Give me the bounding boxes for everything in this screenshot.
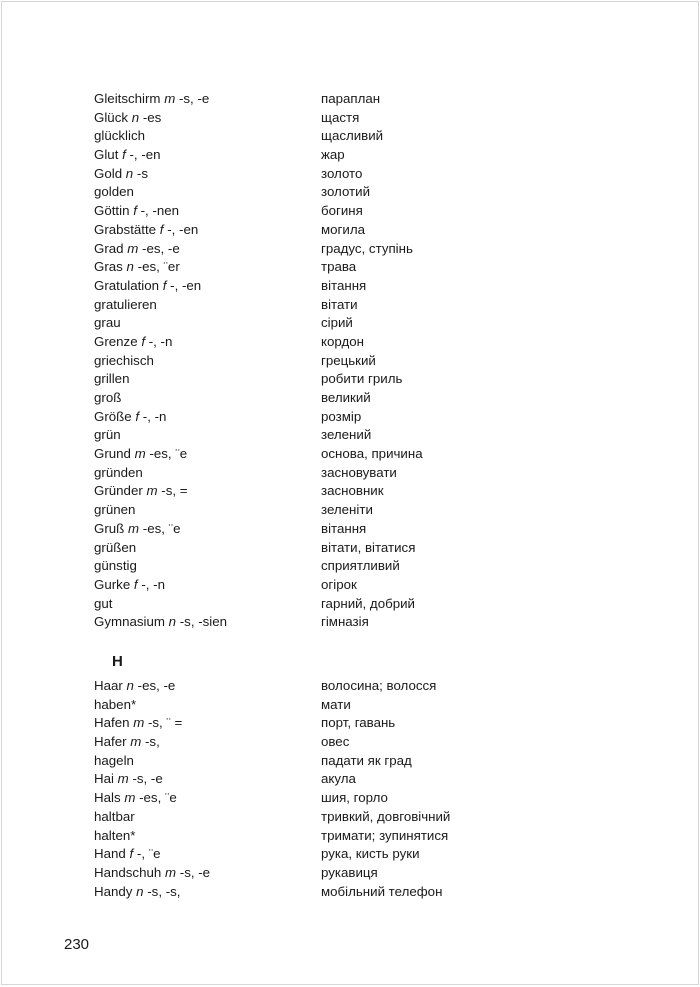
ukrainian-translation: сірий <box>321 315 353 331</box>
german-headword <box>94 883 181 902</box>
dictionary-entry <box>2 408 698 427</box>
german-headword <box>94 696 136 715</box>
german-headword <box>94 445 187 464</box>
word: golden <box>94 184 134 200</box>
german-headword <box>94 464 143 483</box>
ukrainian-translation: золото <box>321 165 363 181</box>
german-headword <box>94 557 137 576</box>
word: Hand <box>94 846 126 862</box>
word: Handschuh <box>94 864 162 880</box>
dictionary-entry <box>2 277 698 296</box>
gender-marker: f <box>135 408 140 424</box>
gender-marker: n <box>131 109 140 125</box>
grammar-forms: -s, -e <box>178 91 210 106</box>
word: Grund <box>94 446 131 462</box>
grammar-forms: -es, ¨e <box>142 520 181 536</box>
german-headword <box>94 296 157 315</box>
dictionary-entry <box>2 501 698 520</box>
german-headword <box>94 677 175 696</box>
dictionary-entry <box>2 240 698 259</box>
grammar-forms: -s, = <box>161 483 188 499</box>
word: grünen <box>94 502 136 518</box>
dictionary-entry <box>2 864 698 883</box>
word: grüßen <box>94 539 137 555</box>
grammar-forms: -, -en <box>170 277 202 293</box>
german-headword <box>94 827 135 846</box>
ukrainian-translation: рукавиця <box>321 864 378 880</box>
gender-marker: n <box>136 883 144 899</box>
german-headword <box>94 539 136 558</box>
gender-marker: m <box>164 864 177 880</box>
dictionary-page <box>1 1 699 985</box>
grammar-forms: -es, -e <box>137 678 176 693</box>
dictionary-entry <box>2 90 698 109</box>
word: Gymnasium <box>94 614 165 630</box>
german-headword <box>94 501 135 520</box>
dictionary-entry <box>2 333 698 352</box>
grammar-forms: -es, ¨er <box>137 259 180 275</box>
page-number: 230 <box>64 936 90 953</box>
german-headword <box>94 165 148 184</box>
word: Glück <box>94 109 128 125</box>
ukrainian-translation: кордон <box>321 333 364 349</box>
dictionary-entry <box>2 520 698 539</box>
dictionary-entry <box>2 352 698 371</box>
ukrainian-translation: огірок <box>321 576 357 592</box>
dictionary-entry <box>2 714 698 733</box>
gender-marker: f <box>141 333 146 349</box>
word: Gruß <box>94 520 125 536</box>
word: Hals <box>94 790 121 806</box>
word: Hafen <box>94 715 130 731</box>
grammar-forms: -s, ¨ = <box>147 715 183 731</box>
word: Gründer <box>94 483 143 499</box>
gender-marker: f <box>162 277 167 293</box>
word: Grad <box>94 240 124 256</box>
ukrainian-translation: жар <box>321 147 345 163</box>
gender-marker: m <box>130 734 142 750</box>
ukrainian-translation: сприятливий <box>321 558 400 574</box>
ukrainian-translation: шия, горло <box>321 790 388 806</box>
ukrainian-translation: засновник <box>321 483 384 499</box>
gender-marker: m <box>146 483 158 499</box>
ukrainian-translation: мати <box>321 696 351 712</box>
german-headword <box>94 752 134 771</box>
german-headword <box>94 90 209 109</box>
ukrainian-translation: акула <box>321 771 356 787</box>
german-headword <box>94 613 227 632</box>
german-headword <box>94 845 161 864</box>
dictionary-entry <box>2 539 698 558</box>
gender-marker: m <box>164 91 176 106</box>
word: Gratulation <box>94 277 160 293</box>
ukrainian-translation: великий <box>321 390 371 405</box>
german-headword <box>94 314 121 333</box>
word: Grenze <box>94 333 138 349</box>
dictionary-entry <box>2 845 698 864</box>
dictionary-entry <box>2 109 698 128</box>
dictionary-entry <box>2 789 698 808</box>
german-headword <box>94 864 210 883</box>
ukrainian-translation: золотий <box>321 184 371 200</box>
section-h-entries <box>2 677 698 901</box>
ukrainian-translation: богиня <box>321 203 363 219</box>
german-headword <box>94 240 180 259</box>
gender-marker: m <box>117 771 129 787</box>
dictionary-entry <box>2 752 698 771</box>
german-headword <box>94 333 172 352</box>
gender-marker: f <box>129 846 134 862</box>
word: grün <box>94 427 121 443</box>
ukrainian-translation: гарний, добрий <box>321 595 415 611</box>
dictionary-entry <box>2 595 698 614</box>
grammar-forms: -, -n <box>142 408 167 424</box>
dictionary-entry <box>2 127 698 146</box>
dictionary-entry <box>2 426 698 445</box>
ukrainian-translation: параплан <box>321 91 381 106</box>
ukrainian-translation: вітання <box>321 277 367 293</box>
dictionary-entry <box>2 183 698 202</box>
ukrainian-translation: падати як град <box>321 752 412 768</box>
dictionary-entry <box>2 370 698 389</box>
gender-marker: f <box>159 221 164 237</box>
german-headword <box>94 109 161 128</box>
ukrainian-translation: зеленіти <box>321 502 373 518</box>
dictionary-entry <box>2 827 698 846</box>
dictionary-entry <box>2 221 698 240</box>
grammar-forms: -s, <box>145 734 160 750</box>
dictionary-entry <box>2 770 698 789</box>
word: griechisch <box>94 352 154 368</box>
ukrainian-translation: робити гриль <box>321 371 403 387</box>
german-headword <box>94 714 182 733</box>
dictionary-entry <box>2 258 698 277</box>
german-headword <box>94 146 161 165</box>
ukrainian-translation: грецький <box>321 352 376 368</box>
word: halten* <box>94 827 136 843</box>
word: Hai <box>94 771 114 787</box>
word: günstig <box>94 558 137 574</box>
ukrainian-translation: порт, гавань <box>321 715 396 731</box>
ukrainian-translation: могила <box>321 221 365 237</box>
ukrainian-translation: трава <box>321 259 357 275</box>
word: gründen <box>94 464 143 480</box>
grammar-forms: -, -en <box>167 221 199 237</box>
gender-marker: n <box>126 678 134 693</box>
dictionary-entry <box>2 613 698 632</box>
word: Handy <box>94 883 133 899</box>
german-headword <box>94 770 163 789</box>
ukrainian-translation: розмір <box>321 408 362 424</box>
dictionary-entry <box>2 696 698 715</box>
word: gut <box>94 595 113 611</box>
gender-marker: n <box>168 614 177 630</box>
gender-marker: m <box>128 520 140 536</box>
word: hageln <box>94 752 134 768</box>
dictionary-entry <box>2 733 698 752</box>
gender-marker: n <box>125 165 134 181</box>
german-headword <box>94 576 165 595</box>
ukrainian-translation: волосина; волосся <box>321 678 437 693</box>
german-headword <box>94 258 180 277</box>
word: Gleitschirm <box>94 91 161 106</box>
word: groß <box>94 390 122 405</box>
gender-marker: f <box>133 203 137 219</box>
word: haben* <box>94 696 137 712</box>
word: Göttin <box>94 203 130 219</box>
german-headword <box>94 808 135 827</box>
word: Glut <box>94 147 119 163</box>
german-headword <box>94 389 121 408</box>
word: Gold <box>94 165 123 181</box>
dictionary-entry <box>2 314 698 333</box>
gender-marker: f <box>122 147 126 163</box>
grammar-forms: -es, ¨e <box>139 790 177 806</box>
word: haltbar <box>94 808 135 824</box>
german-headword <box>94 426 121 445</box>
ukrainian-translation: зелений <box>321 427 372 443</box>
german-headword <box>94 520 180 539</box>
dictionary-entry <box>2 557 698 576</box>
ukrainian-translation: вітати, вітатися <box>321 539 416 555</box>
dictionary-entry <box>2 389 698 408</box>
gender-marker: n <box>126 259 134 275</box>
dictionary-entry <box>2 677 698 696</box>
ukrainian-translation: основа, причина <box>321 446 423 462</box>
word: Grabstätte <box>94 221 157 237</box>
ukrainian-translation: тримати; зупинятися <box>321 827 449 843</box>
section-letter-heading: H <box>112 653 123 670</box>
dictionary-entry <box>2 464 698 483</box>
german-headword <box>94 482 188 501</box>
gender-marker: m <box>134 446 146 462</box>
ukrainian-translation: щасливий <box>321 128 384 144</box>
grammar-forms: -s, -e <box>132 771 163 787</box>
gender-marker: m <box>127 240 139 256</box>
ukrainian-translation: гімназія <box>321 614 369 630</box>
german-headword <box>94 352 154 371</box>
german-headword <box>94 202 179 221</box>
german-headword <box>94 183 134 202</box>
dictionary-entry <box>2 808 698 827</box>
word: Hafer <box>94 734 127 750</box>
grammar-forms: -s, -e <box>179 864 211 880</box>
word: Haar <box>94 678 123 693</box>
word: Gras <box>94 259 123 275</box>
word: grillen <box>94 371 130 387</box>
ukrainian-translation: градус, ступінь <box>321 240 413 256</box>
ukrainian-translation: щастя <box>321 109 360 125</box>
word: grau <box>94 315 121 331</box>
german-headword <box>94 595 113 614</box>
ukrainian-translation: мобільний телефон <box>321 883 443 899</box>
dictionary-entry <box>2 202 698 221</box>
ukrainian-translation: вітання <box>321 520 367 536</box>
dictionary-entry <box>2 883 698 902</box>
grammar-forms: -, -n <box>148 333 173 349</box>
grammar-forms: -es, ¨e <box>149 446 188 462</box>
german-headword <box>94 221 198 240</box>
dictionary-entry <box>2 165 698 184</box>
grammar-forms: -es, -e <box>142 240 180 256</box>
dictionary-entry <box>2 296 698 315</box>
german-headword <box>94 733 160 752</box>
section-g-entries <box>2 90 698 632</box>
dictionary-entry <box>2 445 698 464</box>
grammar-forms: -s, -s, <box>147 883 181 899</box>
german-headword <box>94 277 201 296</box>
german-headword <box>94 789 177 808</box>
grammar-forms: -, -nen <box>140 203 180 219</box>
gender-marker: f <box>133 576 138 592</box>
german-headword <box>94 370 129 389</box>
word: Größe <box>94 408 132 424</box>
ukrainian-translation: засновувати <box>321 464 397 480</box>
gender-marker: m <box>133 715 145 731</box>
german-headword <box>94 408 166 427</box>
word: gratulieren <box>94 296 157 312</box>
grammar-forms: -s, -sien <box>179 614 228 630</box>
ukrainian-translation: рука, кисть руки <box>321 846 420 862</box>
german-headword <box>94 127 145 146</box>
word: glücklich <box>94 128 145 144</box>
ukrainian-translation: овес <box>321 734 350 750</box>
dictionary-entry <box>2 576 698 595</box>
dictionary-entry <box>2 146 698 165</box>
word: Gurke <box>94 576 131 592</box>
ukrainian-translation: вітати <box>321 296 358 312</box>
grammar-forms: -s <box>136 165 148 181</box>
gender-marker: m <box>124 790 136 806</box>
dictionary-entry <box>2 482 698 501</box>
grammar-forms: -, ¨e <box>136 846 161 862</box>
grammar-forms: -, -en <box>129 147 161 163</box>
ukrainian-translation: тривкий, довговічний <box>321 808 451 824</box>
grammar-forms: -, -n <box>141 576 165 592</box>
grammar-forms: -es <box>142 109 162 125</box>
